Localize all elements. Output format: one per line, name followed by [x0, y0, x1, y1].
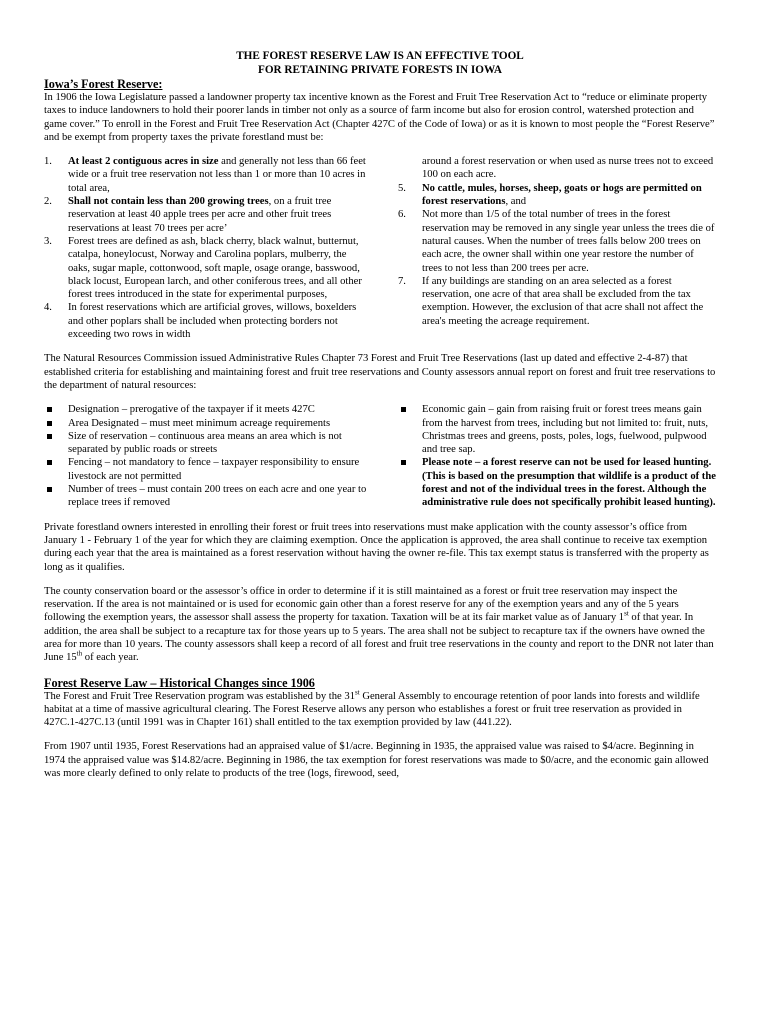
criteria-item-7: 7. If any buildings are standing on an area selected as a forest reservation, one acre of that area shall be excluded from the tax exemption. However, the exclusion of that acre shall not affect the area's meeting the acreage requirement. — [398, 275, 704, 327]
application-paragraph: Private forestland owners interested in enrolling their forest or fruit trees into reservations must make application with the county assessor’s office from January 1 - February 1 of the year for which they are claiming exemption. Once the application is approved, the area shall continue to receive tax exemption during each year that the area is maintained as a forest reservation without having the owner re-file. This tax exempt status is transferred with the property as long as it qualifies. — [44, 521, 709, 573]
administrative-rules-paragraph: The Natural Resources Commission issued Administrative Rules Chapter 73 Forest and Fruit Tree Reservations (last up dated and effective 2-4-87) that established criteria for establishing and maintaining forest and fruit tree reservations and County assessors annual report on forest and fruit tree reservations to the department of natural resources: — [44, 353, 716, 391]
history-paragraph-2: From 1907 until 1935, Forest Reservations had an appraised value of $1/acre. Beginning in 1935, the appraised value was raised to $4/acre. Beginning in 1974 the appraised value was $14.82/acre. Beginning in 1986, the tax exemption for forest reservations was made to $0/acre, and the economic gain allowed was more clearly defined to only relate to products of the tree (logs, firewood, seed, — [44, 741, 709, 780]
document-title-line-1: THE FOREST RESERVE LAW IS AN EFFECTIVE TOOL — [236, 50, 524, 62]
rules-bullet-columns — [44, 403, 716, 509]
history-paragraph-1: The Forest and Fruit Tree Reservation program was established by the 31st General Assembly to encourage retention of poor lands into forests and wildlife habitat at a time of massive agricultural clearing. The Forest Reserve allows any person who establishes a forest or fruit tree reservation as provided in 427C.1-427C.13 (until 1991 was in Chapter 161) shall entitled to the tax exemption provided by law (441.22). — [44, 688, 700, 729]
criteria-item-2: 2. Shall not contain less than 200 growing trees, on a fruit tree reservation at least 40 apple trees per acre and other fruit trees reservations at least 70 trees per acre’ — [44, 196, 332, 234]
criteria-list-left — [44, 155, 371, 341]
section-heading-historical-changes: Forest Reserve Law – Historical Changes since 1906 — [44, 675, 315, 690]
bullet-size-of-reservation: Size of reservation – continuous area means an area which is not separated by public roads or streets — [44, 430, 371, 457]
bullet-number-of-trees: Number of trees – must contain 200 trees on each acre and one year to replace trees if removed — [44, 483, 371, 510]
rules-bullets-left — [44, 403, 371, 509]
bullet-leased-hunting-note: Please note – a forest reserve can not be used for leased hunting. (This is based on the presumption that wildlife is a product of the forest and not of the individual trees in the forest. Although the administrative rule does not specifically prohibit leased hunting). — [398, 456, 716, 509]
inspection-paragraph: The county conservation board or the assessor’s office in order to determine if it is still maintained as a forest or fruit tree reservation may inspect the reservation. If the area is not maintained or is used for economic gain other than a forest reserve for any of the exemption years and any of the 5 years following the exemption years, the assessor shall assess the property for taxation. Taxation will be at its fair market value as of January 1st of that year. In addition, the area shall be subject to a recapture tax for those years up to 5 years. The area shall not be subject to recapture tax if the owners have owned the area for more than 10 years. The county assessors shall keep a record of all forest and fruit tree reservations in the county and report to the DNR not later than June 15th of each year. — [44, 585, 714, 664]
criteria-list-right — [398, 155, 716, 341]
document-page — [44, 50, 716, 780]
section-heading-iowa-forest-reserve: Iowa’s Forest Reserve: — [44, 77, 163, 91]
criteria-item-5: 5. No cattle, mules, horses, sheep, goats or hogs are permitted on forest reservations, and — [398, 182, 702, 208]
bullet-area-designated: Area Designated – must meet minimum acreage requirements — [44, 417, 371, 430]
intro-paragraph: In 1906 the Iowa Legislature passed a landowner property tax incentive known as the Forest and Fruit Tree Reservation Act to “reduce or eliminate property taxes to induce landowners to hold their poorer lands in timber not only as a source of farm income but also for erosion control, watershed protection and game cover.” To enroll in the Forest and Fruit Tree Reservation Act (Chapter 427C of the Code of Iowa) or as it is known to most people the “Forest Reserve” and be exempt from property taxes the private forestland must be: — [44, 92, 715, 143]
rules-bullets-right — [398, 403, 716, 509]
bullet-fencing: Fencing – not mandatory to fence – taxpayer responsibility to ensure livestock are not permitted — [44, 456, 371, 483]
bullet-economic-gain: Economic gain – gain from raising fruit or forest trees means gain from the harvest from trees, including but not limited to: fruit, nuts, Christmas trees and greens, posts, poles, logs, fuelwood, pulpwood and tree sap. — [398, 403, 716, 456]
criteria-item-6: 6. Not more than 1/5 of the total number of trees in the forest reservation may be removed in any single year unless the trees die of natural causes. When the number of trees falls below 200 trees on each acre, the owner shall within one year restore the number of trees to not less than 200 trees per acre. — [398, 209, 715, 274]
criteria-item-4-continued: around a forest reservation or when used as nurse trees not to exceed 100 on each acre. — [422, 156, 714, 181]
criteria-item-1: 1. At least 2 contiguous acres in size and generally not less than 66 feet wide or a fruit tree reservation not less than 1 or more than 10 acres in total area, — [44, 156, 366, 194]
criteria-item-3: 3. Forest trees are defined as ash, black cherry, black walnut, butternut, catalpa, honeylocust, Norway and Carolina poplars, mulberry, the oaks, sugar maple, cottonwood, soft maple, osage orange, basswood, black locust, European larch, and other coniferous trees, and all other forest trees introduced in the state for experimental purposes, — [44, 235, 362, 301]
criteria-item-4: 4. In forest reservations which are artificial groves, willows, boxelders and other poplars shall be included when protecting borders not exceeding two rows in width — [44, 302, 357, 341]
criteria-list-columns — [44, 155, 716, 341]
document-title-line-2: FOR RETAINING PRIVATE FORESTS IN IOWA — [258, 63, 502, 76]
bullet-designation: Designation – prerogative of the taxpayer if it meets 427C — [44, 403, 371, 416]
